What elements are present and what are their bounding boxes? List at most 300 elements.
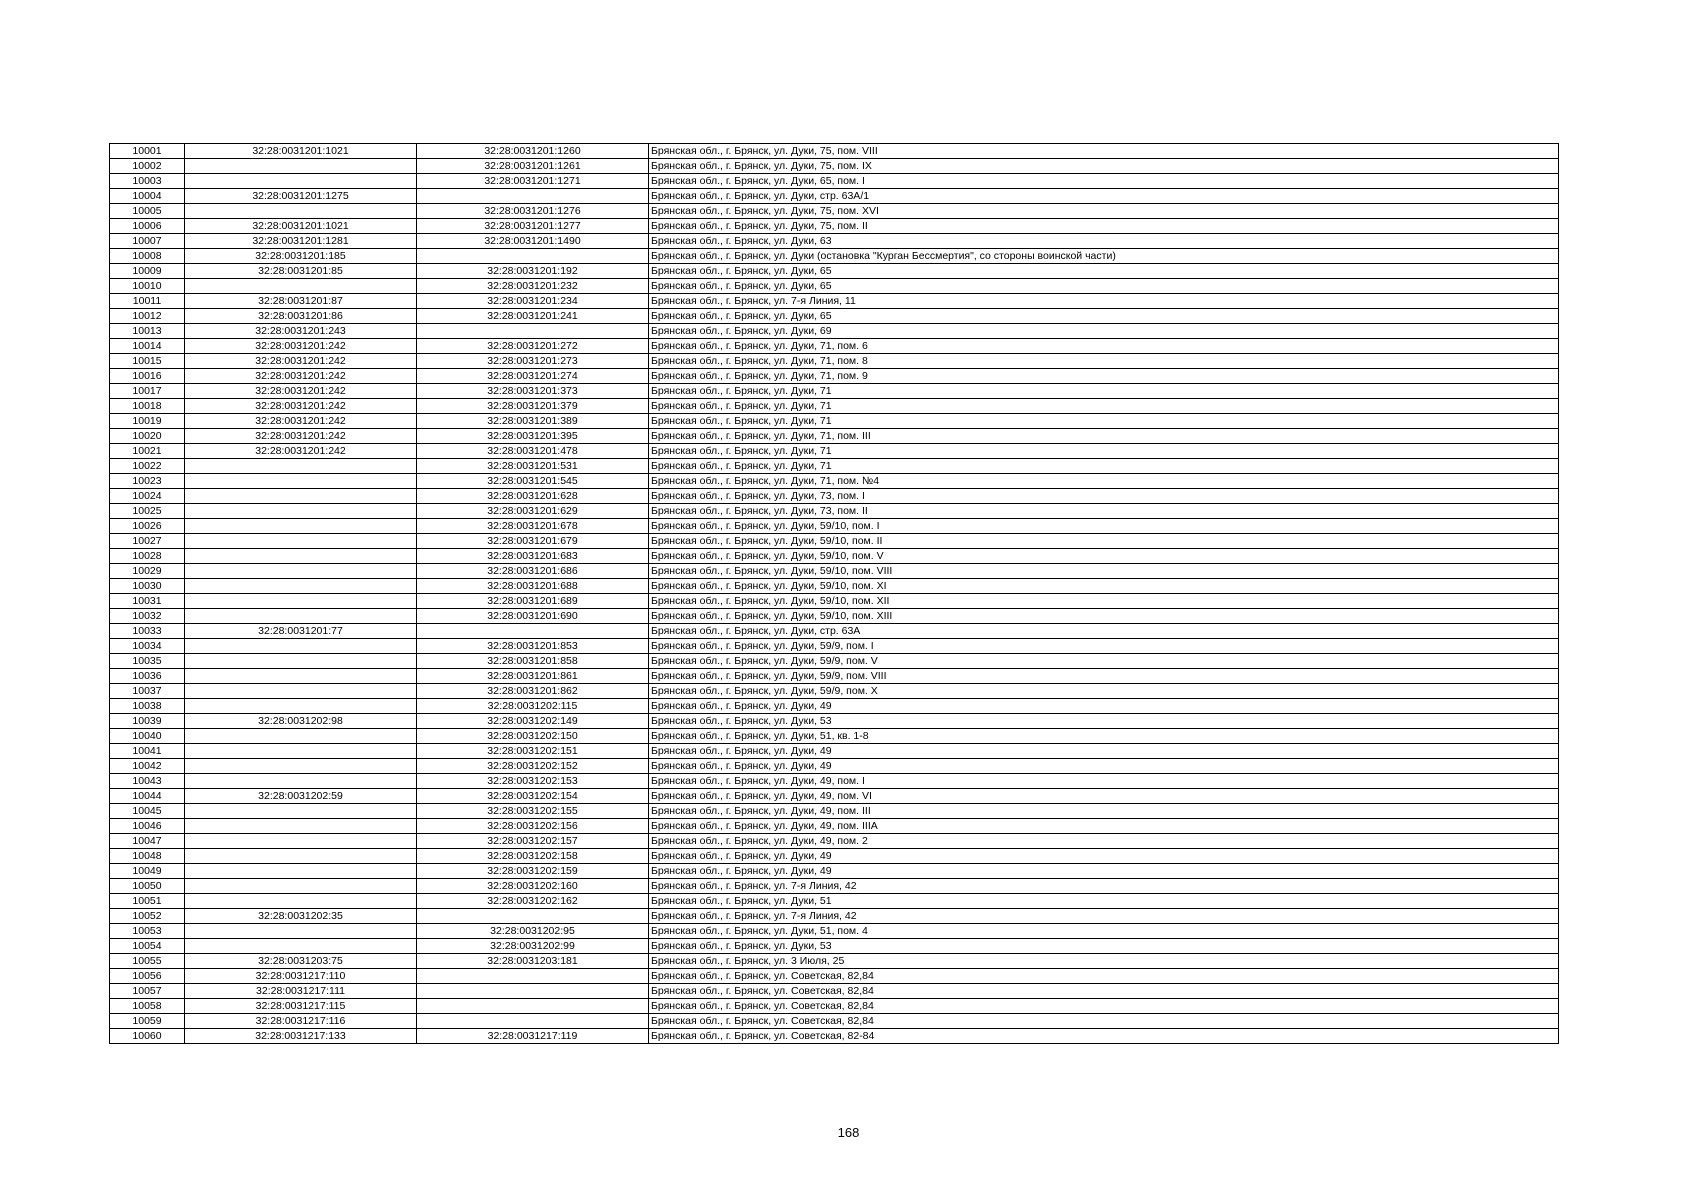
land-cadastral-number-cell: 32:28:0031201:242 [185,339,417,354]
row-number-cell: 10012 [110,309,185,324]
table-row [110,459,1559,474]
table-row [110,684,1559,699]
address-cell: Брянская обл., г. Брянск, ул. Дуки, 71 [649,384,1559,399]
table-row [110,594,1559,609]
row-number-cell: 10009 [110,264,185,279]
row-number-cell: 10007 [110,234,185,249]
land-cadastral-number-cell [185,204,417,219]
row-number-cell: 10050 [110,879,185,894]
address-cell: Брянская обл., г. Брянск, ул. Дуки, 59/10, пом. I [649,519,1559,534]
land-cadastral-number-cell: 32:28:0031201:243 [185,324,417,339]
land-cadastral-number-cell: 32:28:0031201:85 [185,264,417,279]
table-row [110,699,1559,714]
address-cell: Брянская обл., г. Брянск, ул. Дуки, 59/10, пом. XI [649,579,1559,594]
object-cadastral-number-cell: 32:28:0031201:688 [417,579,649,594]
land-cadastral-number-cell [185,684,417,699]
object-cadastral-number-cell: 32:28:0031201:853 [417,639,649,654]
table-row [110,204,1559,219]
row-number-cell: 10053 [110,924,185,939]
address-cell: Брянская обл., г. Брянск, ул. Дуки, 59/10, пом. XII [649,594,1559,609]
address-cell: Брянская обл., г. Брянск, ул. Дуки, 53 [649,939,1559,954]
object-cadastral-number-cell: 32:28:0031217:119 [417,1029,649,1044]
table-row [110,534,1559,549]
land-cadastral-number-cell [185,534,417,549]
address-cell: Брянская обл., г. Брянск, ул. Дуки, 59/10, пом. V [649,549,1559,564]
row-number-cell: 10032 [110,609,185,624]
table-row [110,429,1559,444]
land-cadastral-number-cell [185,654,417,669]
land-cadastral-number-cell: 32:28:0031201:242 [185,444,417,459]
table-row [110,819,1559,834]
row-number-cell: 10033 [110,624,185,639]
land-cadastral-number-cell [185,549,417,564]
table-row [110,924,1559,939]
object-cadastral-number-cell [417,984,649,999]
table-row [110,579,1559,594]
address-cell: Брянская обл., г. Брянск, ул. Дуки, 73, пом. I [649,489,1559,504]
land-cadastral-number-cell: 32:28:0031217:115 [185,999,417,1014]
address-cell: Брянская обл., г. Брянск, ул. Советская, 82-84 [649,1029,1559,1044]
land-cadastral-number-cell: 32:28:0031201:242 [185,414,417,429]
address-cell: Брянская обл., г. Брянск, ул. Дуки, 63 [649,234,1559,249]
object-cadastral-number-cell: 32:28:0031201:232 [417,279,649,294]
land-cadastral-number-cell: 32:28:0031201:242 [185,354,417,369]
address-cell: Брянская обл., г. Брянск, ул. Дуки, 59/9, пом. V [649,654,1559,669]
table-row [110,309,1559,324]
object-cadastral-number-cell: 32:28:0031201:545 [417,474,649,489]
address-cell: Брянская обл., г. Брянск, ул. Дуки, 71, пом. 8 [649,354,1559,369]
object-cadastral-number-cell: 32:28:0031201:531 [417,459,649,474]
address-cell: Брянская обл., г. Брянск, ул. 7-я Линия, 42 [649,879,1559,894]
row-number-cell: 10030 [110,579,185,594]
row-number-cell: 10008 [110,249,185,264]
row-number-cell: 10045 [110,804,185,819]
table-row [110,174,1559,189]
object-cadastral-number-cell: 32:28:0031201:1277 [417,219,649,234]
address-cell: Брянская обл., г. Брянск, ул. Дуки, 75, пом. IX [649,159,1559,174]
land-cadastral-number-cell [185,519,417,534]
object-cadastral-number-cell: 32:28:0031201:686 [417,564,649,579]
address-cell: Брянская обл., г. Брянск, ул. Дуки, 49, пом. IIIA [649,819,1559,834]
land-cadastral-number-cell [185,819,417,834]
row-number-cell: 10014 [110,339,185,354]
table-row [110,909,1559,924]
table-row [110,294,1559,309]
object-cadastral-number-cell: 32:28:0031202:158 [417,849,649,864]
row-number-cell: 10057 [110,984,185,999]
row-number-cell: 10010 [110,279,185,294]
address-cell: Брянская обл., г. Брянск, ул. Дуки, 71 [649,399,1559,414]
row-number-cell: 10020 [110,429,185,444]
object-cadastral-number-cell: 32:28:0031202:95 [417,924,649,939]
land-cadastral-number-cell [185,729,417,744]
land-cadastral-number-cell [185,774,417,789]
row-number-cell: 10018 [110,399,185,414]
address-cell: Брянская обл., г. Брянск, ул. Дуки, 49 [649,759,1559,774]
address-cell: Брянская обл., г. Брянск, ул. Дуки, 49 [649,849,1559,864]
object-cadastral-number-cell: 32:28:0031202:99 [417,939,649,954]
address-cell: Брянская обл., г. Брянск, ул. Дуки, 71, пом. III [649,429,1559,444]
table-row [110,639,1559,654]
row-number-cell: 10027 [110,534,185,549]
table-row [110,414,1559,429]
address-cell: Брянская обл., г. Брянск, ул. Дуки, 49 [649,699,1559,714]
object-cadastral-number-cell: 32:28:0031202:156 [417,819,649,834]
row-number-cell: 10056 [110,969,185,984]
object-cadastral-number-cell: 32:28:0031201:478 [417,444,649,459]
land-cadastral-number-cell [185,579,417,594]
land-cadastral-number-cell: 32:28:0031201:87 [185,294,417,309]
table-row [110,894,1559,909]
row-number-cell: 10034 [110,639,185,654]
row-number-cell: 10025 [110,504,185,519]
address-cell: Брянская обл., г. Брянск, ул. Дуки, 49, пом. VI [649,789,1559,804]
land-cadastral-number-cell: 32:28:0031201:1281 [185,234,417,249]
land-cadastral-number-cell: 32:28:0031217:111 [185,984,417,999]
object-cadastral-number-cell: 32:28:0031201:858 [417,654,649,669]
row-number-cell: 10040 [110,729,185,744]
row-number-cell: 10046 [110,819,185,834]
land-cadastral-number-cell [185,744,417,759]
address-cell: Брянская обл., г. Брянск, ул. Советская, 82,84 [649,999,1559,1014]
address-cell: Брянская обл., г. Брянск, ул. Дуки, 51 [649,894,1559,909]
address-cell: Брянская обл., г. Брянск, ул. Дуки, 75, пом. VIII [649,144,1559,159]
row-number-cell: 10051 [110,894,185,909]
row-number-cell: 10024 [110,489,185,504]
address-cell: Брянская обл., г. Брянск, ул. Дуки, 59/9, пом. I [649,639,1559,654]
table-row [110,564,1559,579]
object-cadastral-number-cell [417,999,649,1014]
row-number-cell: 10036 [110,669,185,684]
address-cell: Брянская обл., г. Брянск, ул. Дуки, 59/9, пом. X [649,684,1559,699]
address-cell: Брянская обл., г. Брянск, ул. Дуки, 71 [649,444,1559,459]
land-cadastral-number-cell [185,639,417,654]
address-cell: Брянская обл., г. Брянск, ул. Дуки, 59/10, пом. VIII [649,564,1559,579]
table-row [110,759,1559,774]
land-cadastral-number-cell [185,609,417,624]
address-cell: Брянская обл., г. Брянск, ул. Дуки, 53 [649,714,1559,729]
table-row [110,669,1559,684]
row-number-cell: 10015 [110,354,185,369]
land-cadastral-number-cell [185,459,417,474]
row-number-cell: 10044 [110,789,185,804]
land-cadastral-number-cell [185,939,417,954]
land-cadastral-number-cell: 32:28:0031217:133 [185,1029,417,1044]
object-cadastral-number-cell: 32:28:0031201:234 [417,294,649,309]
object-cadastral-number-cell: 32:28:0031201:679 [417,534,649,549]
table-body [110,144,1559,1044]
object-cadastral-number-cell [417,624,649,639]
object-cadastral-number-cell: 32:28:0031202:157 [417,834,649,849]
address-cell: Брянская обл., г. Брянск, ул. Дуки, 73, пом. II [649,504,1559,519]
land-cadastral-number-cell [185,279,417,294]
object-cadastral-number-cell: 32:28:0031201:1490 [417,234,649,249]
table-row [110,714,1559,729]
object-cadastral-number-cell: 32:28:0031201:861 [417,669,649,684]
land-cadastral-number-cell [185,159,417,174]
land-cadastral-number-cell [185,474,417,489]
land-cadastral-number-cell [185,759,417,774]
row-number-cell: 10026 [110,519,185,534]
address-cell: Брянская обл., г. Брянск, ул. Дуки, 49 [649,864,1559,879]
object-cadastral-number-cell: 32:28:0031202:159 [417,864,649,879]
object-cadastral-number-cell: 32:28:0031201:690 [417,609,649,624]
table-row [110,774,1559,789]
address-cell: Брянская обл., г. Брянск, ул. 7-я Линия, 11 [649,294,1559,309]
table-row [110,519,1559,534]
address-cell: Брянская обл., г. Брянск, ул. Дуки, 51, пом. 4 [649,924,1559,939]
row-number-cell: 10058 [110,999,185,1014]
object-cadastral-number-cell: 32:28:0031201:395 [417,429,649,444]
row-number-cell: 10037 [110,684,185,699]
land-cadastral-number-cell [185,879,417,894]
address-cell: Брянская обл., г. Брянск, ул. Дуки, 75, пом. II [649,219,1559,234]
table-row [110,324,1559,339]
address-cell: Брянская обл., г. Брянск, ул. Дуки, 65 [649,279,1559,294]
table-row [110,279,1559,294]
row-number-cell: 10023 [110,474,185,489]
table-row [110,609,1559,624]
address-cell: Брянская обл., г. Брянск, ул. Дуки, 59/10, пом. XIII [649,609,1559,624]
land-cadastral-number-cell [185,699,417,714]
row-number-cell: 10011 [110,294,185,309]
row-number-cell: 10006 [110,219,185,234]
object-cadastral-number-cell: 32:28:0031201:629 [417,504,649,519]
object-cadastral-number-cell [417,189,649,204]
address-cell: Брянская обл., г. Брянск, ул. Дуки, 51, кв. 1-8 [649,729,1559,744]
table-row [110,159,1559,174]
table-row [110,1029,1559,1044]
row-number-cell: 10059 [110,1014,185,1029]
table-row [110,984,1559,999]
table-row [110,249,1559,264]
address-cell: Брянская обл., г. Брянск, ул. Дуки, стр. 63А [649,624,1559,639]
cadastral-table [109,143,1559,1044]
object-cadastral-number-cell: 32:28:0031201:241 [417,309,649,324]
object-cadastral-number-cell: 32:28:0031201:373 [417,384,649,399]
address-cell: Брянская обл., г. Брянск, ул. Советская, 82,84 [649,984,1559,999]
table-row [110,729,1559,744]
land-cadastral-number-cell: 32:28:0031201:77 [185,624,417,639]
object-cadastral-number-cell [417,969,649,984]
table-row [110,1014,1559,1029]
table-row [110,264,1559,279]
address-cell: Брянская обл., г. Брянск, ул. Дуки, стр. 63А/1 [649,189,1559,204]
table-row [110,744,1559,759]
table-row [110,369,1559,384]
land-cadastral-number-cell: 32:28:0031217:116 [185,1014,417,1029]
address-cell: Брянская обл., г. Брянск, ул. Дуки, 59/10, пом. II [649,534,1559,549]
address-cell: Брянская обл., г. Брянск, ул. Дуки, 71, пом. 9 [649,369,1559,384]
address-cell: Брянская обл., г. Брянск, ул. Дуки, 49, пом. III [649,804,1559,819]
table-row [110,624,1559,639]
object-cadastral-number-cell: 32:28:0031203:181 [417,954,649,969]
land-cadastral-number-cell [185,564,417,579]
land-cadastral-number-cell: 32:28:0031201:242 [185,369,417,384]
table-row [110,969,1559,984]
address-cell: Брянская обл., г. Брянск, ул. Дуки, 49 [649,744,1559,759]
object-cadastral-number-cell: 32:28:0031201:689 [417,594,649,609]
row-number-cell: 10019 [110,414,185,429]
table-row [110,834,1559,849]
address-cell: Брянская обл., г. Брянск, ул. Дуки, 59/9, пом. VIII [649,669,1559,684]
land-cadastral-number-cell: 32:28:0031201:1021 [185,219,417,234]
row-number-cell: 10001 [110,144,185,159]
row-number-cell: 10021 [110,444,185,459]
table-row [110,474,1559,489]
table-row [110,939,1559,954]
address-cell: Брянская обл., г. Брянск, ул. Дуки, 65 [649,264,1559,279]
table-row [110,339,1559,354]
address-cell: Брянская обл., г. Брянск, ул. Дуки (остановка "Курган Бессмертия", со стороны воинской части) [649,249,1559,264]
object-cadastral-number-cell: 32:28:0031201:274 [417,369,649,384]
row-number-cell: 10043 [110,774,185,789]
object-cadastral-number-cell: 32:28:0031201:272 [417,339,649,354]
object-cadastral-number-cell: 32:28:0031201:273 [417,354,649,369]
land-cadastral-number-cell: 32:28:0031202:35 [185,909,417,924]
table-row [110,219,1559,234]
row-number-cell: 10017 [110,384,185,399]
object-cadastral-number-cell: 32:28:0031201:379 [417,399,649,414]
table-row [110,549,1559,564]
address-cell: Брянская обл., г. Брянск, ул. 7-я Линия, 42 [649,909,1559,924]
object-cadastral-number-cell: 32:28:0031202:155 [417,804,649,819]
object-cadastral-number-cell: 32:28:0031201:1271 [417,174,649,189]
table-row [110,384,1559,399]
table-row [110,879,1559,894]
object-cadastral-number-cell: 32:28:0031202:115 [417,699,649,714]
land-cadastral-number-cell [185,174,417,189]
object-cadastral-number-cell [417,909,649,924]
row-number-cell: 10005 [110,204,185,219]
address-cell: Брянская обл., г. Брянск, ул. Дуки, 69 [649,324,1559,339]
object-cadastral-number-cell: 32:28:0031202:149 [417,714,649,729]
object-cadastral-number-cell: 32:28:0031201:389 [417,414,649,429]
table-row [110,489,1559,504]
address-cell: Брянская обл., г. Брянск, ул. 3 Июля, 25 [649,954,1559,969]
land-cadastral-number-cell: 32:28:0031201:242 [185,399,417,414]
land-cadastral-number-cell [185,594,417,609]
object-cadastral-number-cell: 32:28:0031201:683 [417,549,649,564]
object-cadastral-number-cell: 32:28:0031201:1276 [417,204,649,219]
table-row [110,189,1559,204]
row-number-cell: 10016 [110,369,185,384]
row-number-cell: 10022 [110,459,185,474]
table-row [110,789,1559,804]
land-cadastral-number-cell: 32:28:0031201:1021 [185,144,417,159]
object-cadastral-number-cell: 32:28:0031201:1261 [417,159,649,174]
row-number-cell: 10060 [110,1029,185,1044]
row-number-cell: 10013 [110,324,185,339]
address-cell: Брянская обл., г. Брянск, ул. Дуки, 49, пом. 2 [649,834,1559,849]
land-cadastral-number-cell [185,489,417,504]
object-cadastral-number-cell: 32:28:0031201:1260 [417,144,649,159]
address-cell: Брянская обл., г. Брянск, ул. Дуки, 65 [649,309,1559,324]
land-cadastral-number-cell [185,804,417,819]
land-cadastral-number-cell: 32:28:0031217:110 [185,969,417,984]
object-cadastral-number-cell: 32:28:0031201:628 [417,489,649,504]
object-cadastral-number-cell: 32:28:0031202:154 [417,789,649,804]
object-cadastral-number-cell: 32:28:0031202:162 [417,894,649,909]
object-cadastral-number-cell: 32:28:0031202:151 [417,744,649,759]
row-number-cell: 10035 [110,654,185,669]
table-row [110,234,1559,249]
land-cadastral-number-cell [185,849,417,864]
land-cadastral-number-cell [185,834,417,849]
table-row [110,504,1559,519]
table-row [110,954,1559,969]
row-number-cell: 10029 [110,564,185,579]
table-row [110,354,1559,369]
row-number-cell: 10055 [110,954,185,969]
object-cadastral-number-cell: 32:28:0031202:150 [417,729,649,744]
address-cell: Брянская обл., г. Брянск, ул. Дуки, 71 [649,459,1559,474]
land-cadastral-number-cell: 32:28:0031201:242 [185,384,417,399]
row-number-cell: 10028 [110,549,185,564]
row-number-cell: 10004 [110,189,185,204]
address-cell: Брянская обл., г. Брянск, ул. Советская, 82,84 [649,1014,1559,1029]
address-cell: Брянская обл., г. Брянск, ул. Дуки, 65, пом. I [649,174,1559,189]
object-cadastral-number-cell: 32:28:0031202:153 [417,774,649,789]
object-cadastral-number-cell: 32:28:0031202:152 [417,759,649,774]
land-cadastral-number-cell: 32:28:0031201:242 [185,429,417,444]
row-number-cell: 10048 [110,849,185,864]
land-cadastral-number-cell: 32:28:0031201:1275 [185,189,417,204]
row-number-cell: 10047 [110,834,185,849]
table-row [110,849,1559,864]
table-row [110,804,1559,819]
land-cadastral-number-cell: 32:28:0031201:185 [185,249,417,264]
land-cadastral-number-cell [185,669,417,684]
row-number-cell: 10054 [110,939,185,954]
table-row [110,444,1559,459]
row-number-cell: 10038 [110,699,185,714]
row-number-cell: 10031 [110,594,185,609]
address-cell: Брянская обл., г. Брянск, ул. Дуки, 49, пом. I [649,774,1559,789]
address-cell: Брянская обл., г. Брянск, ул. Дуки, 71, пом. №4 [649,474,1559,489]
land-cadastral-number-cell: 32:28:0031203:75 [185,954,417,969]
row-number-cell: 10002 [110,159,185,174]
object-cadastral-number-cell [417,249,649,264]
address-cell: Брянская обл., г. Брянск, ул. Дуки, 75, пом. XVI [649,204,1559,219]
row-number-cell: 10039 [110,714,185,729]
row-number-cell: 10041 [110,744,185,759]
land-cadastral-number-cell [185,864,417,879]
land-cadastral-number-cell [185,504,417,519]
land-cadastral-number-cell [185,894,417,909]
object-cadastral-number-cell [417,1014,649,1029]
table-row [110,654,1559,669]
object-cadastral-number-cell [417,324,649,339]
address-cell: Брянская обл., г. Брянск, ул. Дуки, 71, пом. 6 [649,339,1559,354]
table-row [110,144,1559,159]
table-row [110,864,1559,879]
object-cadastral-number-cell: 32:28:0031201:678 [417,519,649,534]
address-cell: Брянская обл., г. Брянск, ул. Дуки, 71 [649,414,1559,429]
land-cadastral-number-cell: 32:28:0031202:98 [185,714,417,729]
row-number-cell: 10052 [110,909,185,924]
object-cadastral-number-cell: 32:28:0031201:862 [417,684,649,699]
page-number: 168 [837,1125,860,1140]
address-cell: Брянская обл., г. Брянск, ул. Советская, 82,84 [649,969,1559,984]
object-cadastral-number-cell: 32:28:0031201:192 [417,264,649,279]
row-number-cell: 10003 [110,174,185,189]
object-cadastral-number-cell: 32:28:0031202:160 [417,879,649,894]
row-number-cell: 10049 [110,864,185,879]
table-row [110,399,1559,414]
land-cadastral-number-cell: 32:28:0031202:59 [185,789,417,804]
land-cadastral-number-cell: 32:28:0031201:86 [185,309,417,324]
